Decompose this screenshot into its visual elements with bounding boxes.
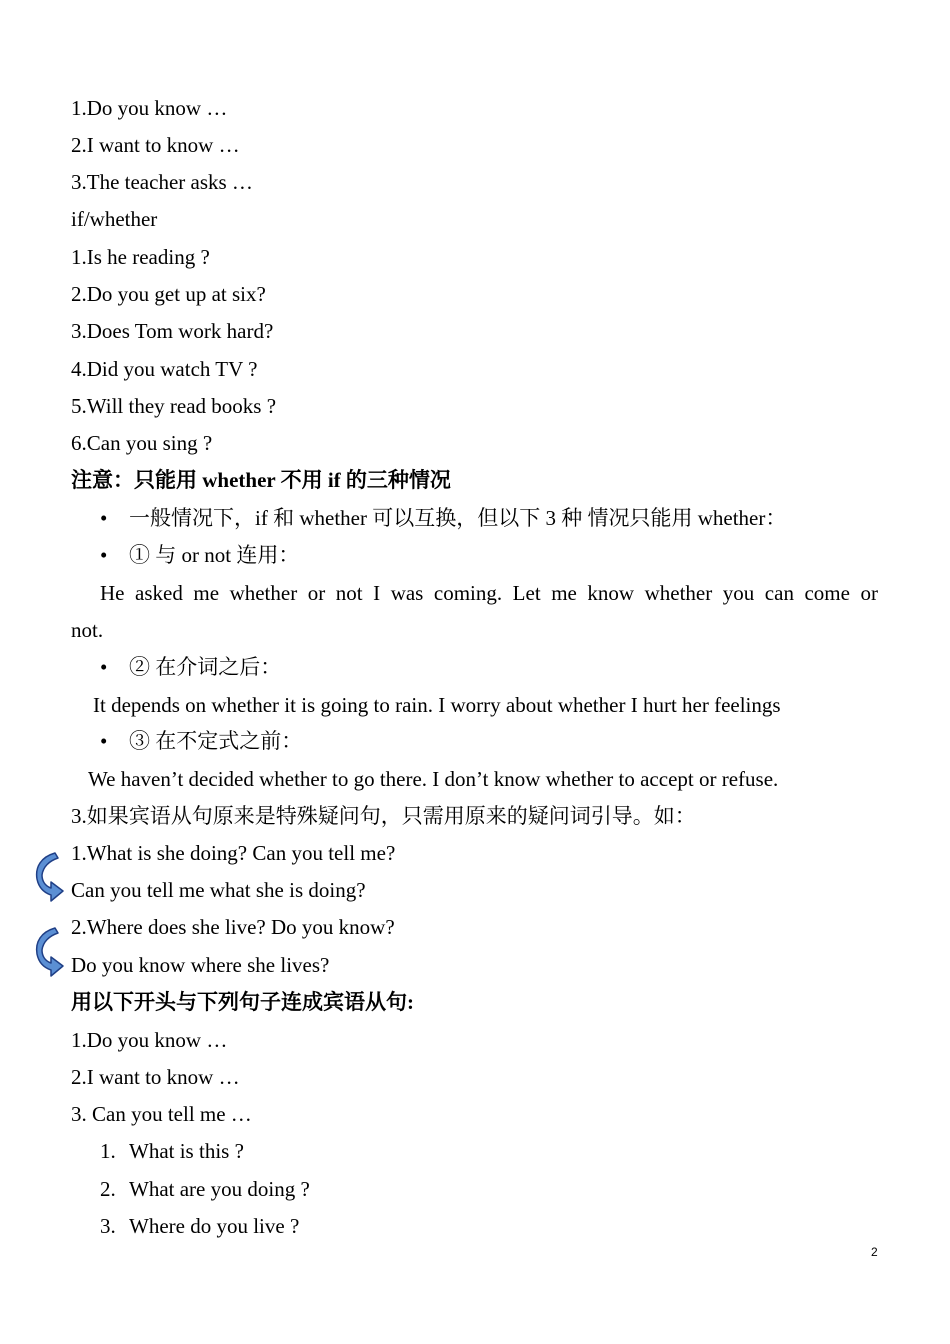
question-4: 4.Did you watch TV ? (71, 357, 258, 381)
curved-arrow-icon (33, 851, 67, 907)
exercise-starter-3: 3. Can you tell me … (71, 1102, 252, 1126)
page-number: 2 (871, 1245, 878, 1259)
starter-1: 1.Do you know … (71, 96, 228, 120)
note-bullet-2: ① 与 or not 连用： (129, 543, 300, 567)
question-2: 2.Do you get up at six? (71, 282, 266, 306)
exercise-starter-1: 1.Do you know … (71, 1028, 228, 1052)
example-or-not-line2: not. (71, 618, 104, 642)
exercise-heading: 用以下开头与下列句子连成宾语从句: (71, 990, 414, 1014)
exercise-item-number: 2. (100, 1177, 116, 1201)
starter-2: 2.I want to know … (71, 133, 240, 157)
example-a2: Do you know where she lives? (71, 953, 330, 977)
exercise-item-number: 1. (100, 1139, 116, 1163)
exercise-item: Where do you live ? (129, 1214, 300, 1238)
question-6: 6.Can you sing ? (71, 431, 213, 455)
question-1: 1.Is he reading ? (71, 245, 210, 269)
starter-3: 3.The teacher asks … (71, 170, 253, 194)
curved-arrow-icon (33, 926, 67, 982)
note-bullet-4: ③ 在不定式之前： (129, 729, 303, 753)
example-preposition: It depends on whether it is going to rain. I worry about whether I hurt her feelings (93, 693, 781, 717)
exercise-item: What are you doing ? (129, 1177, 310, 1201)
question-5: 5.Will they read books ? (71, 394, 277, 418)
example-infinitive: We haven’t decided whether to go there. I don’t know whether to accept or refuse. (88, 767, 779, 791)
conjunction-label: if/whether (71, 207, 158, 231)
bullet-dot: • (100, 729, 108, 753)
exercise-item: What is this ? (129, 1139, 244, 1163)
note-heading: 注意：只能用 whether 不用 if 的三种情况 (71, 468, 451, 492)
example-a1: Can you tell me what she is doing? (71, 878, 366, 902)
note-bullet-1: 一般情况下，if 和 whether 可以互换，但以下 3 种 情况只能用 whether： (129, 506, 787, 530)
bullet-dot: • (100, 506, 108, 530)
example-q2: 2.Where does she live? Do you know? (71, 915, 395, 939)
exercise-starter-2: 2.I want to know … (71, 1065, 240, 1089)
example-or-not-line1: He asked me whether or not I was coming. Let me know whether you can come or (100, 581, 878, 605)
section3-intro: 3.如果宾语从句原来是特殊疑问句，只需用原来的疑问词引导。如： (71, 804, 696, 828)
bullet-dot: • (100, 543, 108, 567)
example-q1: 1.What is she doing? Can you tell me? (71, 841, 396, 865)
question-3: 3.Does Tom work hard? (71, 319, 274, 343)
bullet-dot: • (100, 655, 108, 679)
exercise-item-number: 3. (100, 1214, 116, 1238)
note-bullet-3: ② 在介词之后： (129, 655, 282, 679)
